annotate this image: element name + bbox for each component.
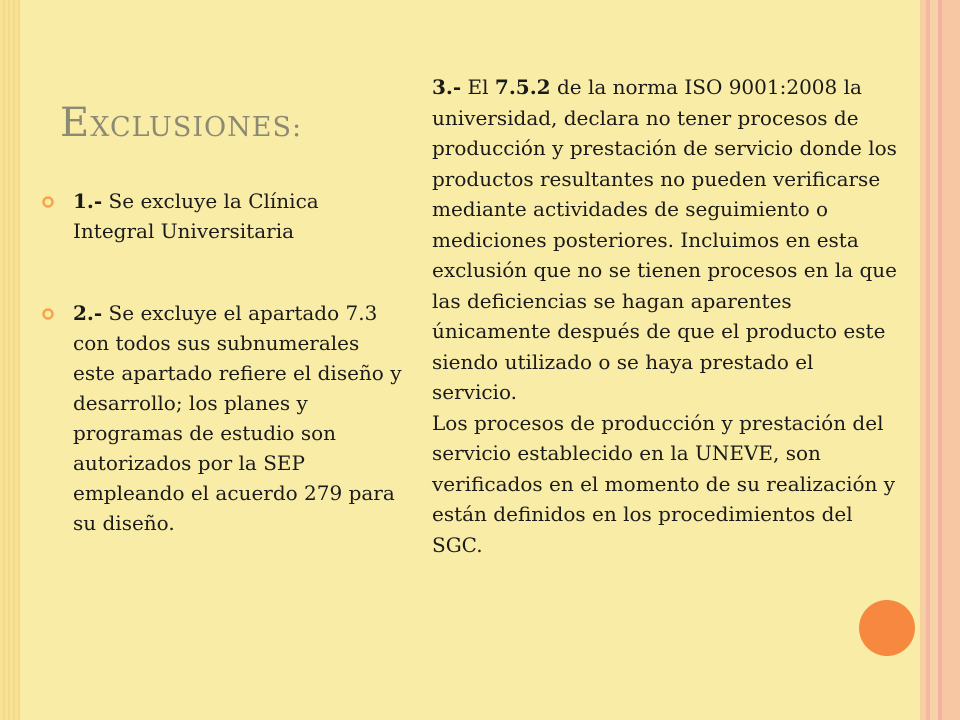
exclusion-3-paragraph [432,72,902,408]
right-edge-stripes [920,0,960,720]
left-edge-stripes [0,0,20,720]
bullet-text: Se excluye el apartado 7.3 con todos sus subnumerales este apartado refiere el diseño y desarrollo; los planes y programas de estudio son autorizados por la SEP empleando el acuerdo 279 para su diseño. [73,301,402,535]
exclusion-text-pre: El [461,75,495,99]
ring-bullet-icon [42,196,54,208]
bullet-number: 2.- [73,301,103,325]
title-rest: XCLUSIONES: [90,112,303,143]
slide-title [60,100,302,146]
decorative-circle [859,600,915,656]
bullet-number: 1.- [73,189,103,213]
bullet-item-1 [42,186,402,246]
right-column [432,72,902,560]
exclusion-number: 3.- [432,75,462,99]
title-first-letter: E [60,100,91,146]
left-column [42,186,402,538]
process-paragraph: Los procesos de producción y prestación del servicio establecido en la UNEVE, son verificados en el momento de su realización y están definidos en los procedimientos del SGC. [432,410,896,557]
clause-number: 7.5.2 [494,75,551,99]
ring-bullet-icon [42,308,54,320]
bullet-item-2 [42,298,402,538]
bullet-text: Se excluye la Clínica Integral Universitaria [73,189,319,243]
exclusion-text-post: de la norma ISO 9001:2008 la universidad, declara no tener procesos de producción y prestación de servicio donde los productos resultantes no pueden verificarse mediante actividades de seguimiento o mediciones posteriores. Incluimos en esta exclusión que no se tienen procesos en la que las deficiencias se hagan aparentes únicamente después de que el producto este siendo utilizado o se haya prestado el servicio. [432,75,898,404]
